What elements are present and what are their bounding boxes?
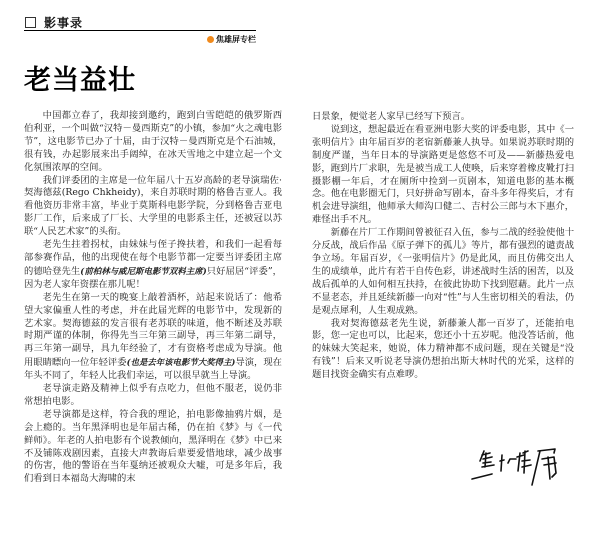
editor-note: (也是去年该电影节大奖得主) (126, 357, 236, 368)
paragraph: 说到这，想起最近在看亚洲电影大奖的评委电影，其中《一张明信片》由年届百岁的老宿新藤兼人执导。如果说苏联时期的制度严谨，当年日本的导演路更是悠悠不可及——新藤热爱电影，跑到片厂求职，先是被当成工人使唤，后来穿着橡皮靴打扫摄影棚一年后，才在厕所中捡到一页剧本，知道电影的基本概念。他在电影圈无门，只好拼命写剧本，奋斗多年得奖后，才有机会进导演组，他师承大师沟口健二、吉村公三郎与木下惠介，难怪出手不凡。 (312, 123, 574, 226)
paragraph-continued: 日景象，便觉老人家早已经写下预言。 (312, 111, 471, 122)
paragraph-text: 导演，现在年头不同了，年轻人比我们幸运，可以很早就当上导演。 (24, 357, 282, 382)
byline-text: 焦雄屏专栏 (216, 35, 256, 44)
column-header (24, 14, 256, 31)
article-column-right (312, 111, 574, 382)
paragraph: 中国都立春了，我却接到邀约，跑到白雪皑皑的俄罗斯西伯利亚，一个叫做“汉特－曼西斯克”的小镇，参加“火之魂电影节”，这电影节已办了十届，由于汉特－曼西斯克是个石油城，很有钱，办起影展来出手阔绰，在冰天雪地之中建立起一个文化氛围浓厚的空间。 (24, 110, 282, 173)
paragraph-text: 老先生拄着拐杖，由妹妹与侄子搀扶着，和我们一起看每部参赛作品，他的出现使在每个电影节都一定要当评委团主席的德哈登先生 (24, 239, 282, 277)
editor-note: (前柏林与威尼斯电影节双料主席) (80, 265, 207, 276)
author-signature (470, 443, 570, 493)
paragraph: 我们评委团的主席是一位年届八十五岁高龄的老导演瑞佐·契海德兹(Rego Chkheidy)，来自苏联时期的格鲁吉亚人。我看他资历非常丰富，毕业于莫斯科电影学院，分到格鲁吉亚电影厂工作，后来成了厂长、大学里的电影系主任，还被冠以苏联“人民艺术家”的头衔。 (24, 174, 282, 238)
article-column-left (24, 110, 282, 486)
paragraph-text: 老先生在第一天的晚宴上敲着酒杯，站起来说话了：他希望大家偏重人性的考虑，并在此届光辉的电影节中，发现新的艺术家。契海德兹的发言很有老苏联的味道，他不断述及苏联时期严谨的体制，你得先当三年第三副导，再三年第二副导，再三年第一副导，具九年经验了，才有资格考虑成为导演。他用眼睛瞟向一位年轻评委 (24, 291, 282, 369)
paragraph (24, 292, 282, 383)
paragraph: 我对契海德兹老先生说，新藤兼人都一百岁了，还能拍电影，您一定也可以，比起来，您还小十五岁呢。他没答话前，他的妹妹大笑起来，她说，体力精神都不成问题，现在关键是“没有钱”！后来又听说老导演仍想拍出斯大林时代的光采，这样的题目找资金确实有点难啰。 (312, 317, 574, 381)
byline (200, 34, 256, 45)
square-box-icon (25, 17, 36, 28)
article-title: 老当益壮 (24, 65, 136, 96)
section-name: 影事录 (44, 15, 84, 30)
paragraph: 老导演都是这样，符合我的理论，拍电影像抽鸦片烟，是会上瘾的。当年黑泽明也是年届古稀，仍在拍《梦》与《一代鲜师》。年老的人拍电影有个说教倾向，黑泽明在《梦》中已来不及铺陈戏剧因素，直接大声教诲后辈要爱惜地球，减少战事的伤害，他的警语在当年戛纳还被观众大嘘，可是多年后，我们看到日本福岛大海啸的末 (24, 408, 282, 485)
paragraph-text: 只好屈居“评委”，因为老人家年资摆在那儿呢！ (24, 265, 282, 290)
paragraph: 老导演走路及精神上似乎有点吃力，但他不服老，说仍非常想拍电影。 (24, 383, 282, 407)
signature-icon (470, 443, 570, 493)
paragraph (24, 239, 282, 292)
orange-dot-icon (207, 36, 214, 43)
paragraph: 新藤在片厂工作期间曾被征召入伍，参与二战的经验使他十分反战，战后作品《原子弹下的孤儿》等片，都有强烈的谴责战争立场。年届百岁，《一张明信片》仍是此风，而且仿佛交出人生的成绩单，此片有若干自传色彩，讲述战时生活的困苦，以及战后孤单的人如何相互扶持，在彼此协助下找到慰藉。此片一点不显老态，并且延续新藤一向对“性”与人生密切相关的看法，仍是观点犀利，人生观成熟。 (312, 227, 574, 316)
